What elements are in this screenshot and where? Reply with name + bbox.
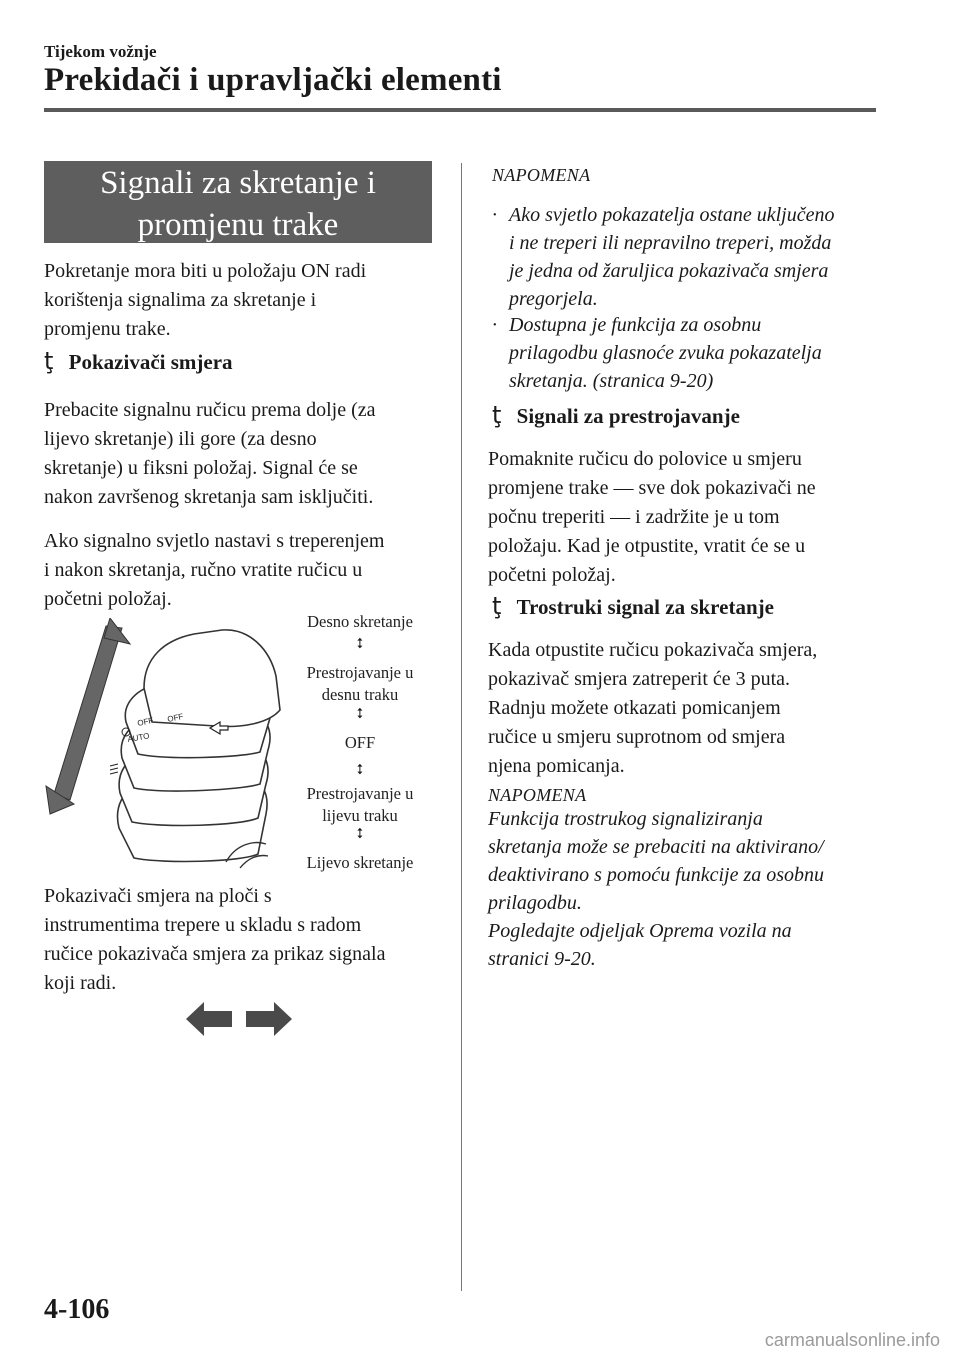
label-line: Prestrojavanje u xyxy=(306,663,414,682)
paragraph-line: instrumentima trepere u skladu s radom xyxy=(44,914,362,936)
subheading-text: Pokazivači smjera xyxy=(68,350,233,374)
paragraph-line: ručice u smjeru suprotnom od smjera xyxy=(488,726,786,748)
note-paragraph-2 xyxy=(488,805,824,973)
note-line: stranici 9-20. xyxy=(488,948,596,970)
paragraph-line: položaju. Kad je otpustite, vratit će se u xyxy=(488,535,806,557)
note-bullet: · xyxy=(492,314,497,336)
banner-line-2: promjenu trake xyxy=(137,207,339,243)
subheading-trostruki xyxy=(492,592,774,621)
paragraph-pomaknite xyxy=(488,445,816,590)
lever-positions xyxy=(118,630,280,862)
header-divider xyxy=(44,108,876,112)
section-bullet-icon: ţ xyxy=(492,401,502,429)
note-line: i ne treperi ili nepravilno treperi, možda xyxy=(509,232,832,254)
note-line: Ako svjetlo pokazatelja ostane uključeno xyxy=(509,204,835,226)
paragraph-prebacite xyxy=(44,396,376,512)
note-line: skretanja. (stranica 9-20) xyxy=(509,370,714,392)
up-down-double-arrow-icon xyxy=(46,618,130,814)
paragraph-line: i nakon skretanja, ručno vratite ručicu u xyxy=(44,559,363,581)
note-line: Pogledajte odjeljak Oprema vozila na xyxy=(488,920,792,942)
paragraph-line: Kada otpustite ručicu pokazivača smjera, xyxy=(488,639,818,661)
stalk-label-auto: AUTO xyxy=(126,731,151,744)
subheading-prestrojavanje xyxy=(492,401,740,430)
double-arrow-icon: ⭥ xyxy=(356,763,364,778)
note-title-1: NAPOMENA xyxy=(492,165,591,185)
note-line: prilagodbu. xyxy=(488,892,582,914)
section-bullet-icon: ţ xyxy=(492,592,502,620)
paragraph-line: pokazivač smjera zatreperit će 3 puta. xyxy=(488,668,791,690)
banner-line-1: Signali za skretanje i xyxy=(100,165,376,201)
paragraph-line: lijevo skretanje) ili gore (za desno xyxy=(44,428,317,450)
note-line: pregorjela. xyxy=(509,288,598,310)
double-arrow-icon: ⭥ xyxy=(356,707,364,722)
subheading-text: Signali za prestrojavanje xyxy=(516,404,740,428)
watermark-link[interactable]: carmanualsonline.info xyxy=(764,1330,940,1350)
intro-line: korištenja signalima za skretanje i xyxy=(44,289,317,311)
intro-paragraph xyxy=(44,257,366,344)
label-lijevo-skretanje: Lijevo skretanje xyxy=(306,853,414,872)
note-bullet: · xyxy=(492,204,497,226)
turn-signal-lever-illustration xyxy=(44,618,294,880)
label-off: OFF xyxy=(344,733,376,752)
paragraph-kada xyxy=(488,636,817,781)
label-prestrojavanje-lijevo xyxy=(292,783,428,827)
paragraph-line: početni položaj. xyxy=(44,588,172,610)
paragraph-line: njena pomicanja. xyxy=(488,755,625,777)
note-title-2: NAPOMENA xyxy=(488,785,587,805)
intro-line: promjenu trake. xyxy=(44,318,171,340)
column-divider xyxy=(461,163,462,1291)
label-prestrojavanje-desno xyxy=(292,662,428,706)
paragraph-line: Ako signalno svjetlo nastavi s treperenjem xyxy=(44,530,385,552)
paragraph-line: počnu treperiti — i zadržite je u tom xyxy=(488,506,780,528)
note-line: je jedna od žaruljica pokazivača smjera xyxy=(509,260,829,282)
note-item-2 xyxy=(492,311,892,395)
section-label: Tijekom vožnje xyxy=(44,42,157,61)
paragraph-line: koji radi. xyxy=(44,972,117,994)
paragraph-line: promjene trake — sve dok pokazivači ne xyxy=(488,477,816,499)
note-item-1 xyxy=(492,201,892,313)
section-banner xyxy=(44,161,432,243)
paragraph-line: početni položaj. xyxy=(488,564,616,586)
subheading-text: Trostruki signal za skretanje xyxy=(516,595,774,619)
note-line: Funkcija trostrukog signaliziranja xyxy=(488,808,763,830)
stalk-label-off-1: OFF xyxy=(136,715,155,728)
double-arrow-icon: ⭥ xyxy=(356,637,364,652)
intro-line: Pokretanje mora biti u položaju ON radi xyxy=(44,260,367,282)
double-arrow-icon: ⭥ xyxy=(356,827,364,842)
page-number: 4-106 xyxy=(44,1294,110,1325)
section-bullet-icon: ţ xyxy=(44,347,54,375)
paragraph-line: Pomaknite ručicu do polovice u smjeru xyxy=(488,448,802,470)
note-line: prilagodbu glasnoće zvuka pokazatelja xyxy=(509,342,822,364)
page-title: Prekidači i upravljački elementi xyxy=(44,62,502,98)
subheading-pokazivaci xyxy=(44,347,233,376)
note-line: skretanja može se prebaciti na aktivirano/ xyxy=(488,836,824,858)
label-line: desnu traku xyxy=(321,685,399,704)
turn-indicator-symbols xyxy=(186,1002,292,1036)
right-turn-arrow-icon xyxy=(246,1002,292,1036)
left-turn-arrow-icon xyxy=(186,1002,232,1036)
paragraph-line: nakon završenog skretanja sam isključiti. xyxy=(44,486,374,508)
paragraph-pokazivaci-ploca xyxy=(44,882,385,998)
label-desno-skretanje: Desno skretanje xyxy=(307,612,413,631)
note-line: deaktivirano s pomoću funkcije za osobnu xyxy=(488,864,825,886)
paragraph-line: skretanje) u fiksni položaj. Signal će se xyxy=(44,457,358,479)
paragraph-ako xyxy=(44,527,384,614)
paragraph-line: Prebacite signalnu ručicu prema dolje (za xyxy=(44,399,376,421)
paragraph-line: Pokazivači smjera na ploči s xyxy=(44,885,272,907)
label-line: Prestrojavanje u xyxy=(306,784,414,803)
note-line: Dostupna je funkcija za osobnu xyxy=(509,314,762,336)
paragraph-line: Radnju možete otkazati pomicanjem xyxy=(488,697,781,719)
paragraph-line: ručice pokazivača smjera za prikaz signala xyxy=(44,943,386,965)
label-line: lijevu traku xyxy=(322,806,398,825)
stalk-label-off-2: OFF xyxy=(166,711,185,724)
